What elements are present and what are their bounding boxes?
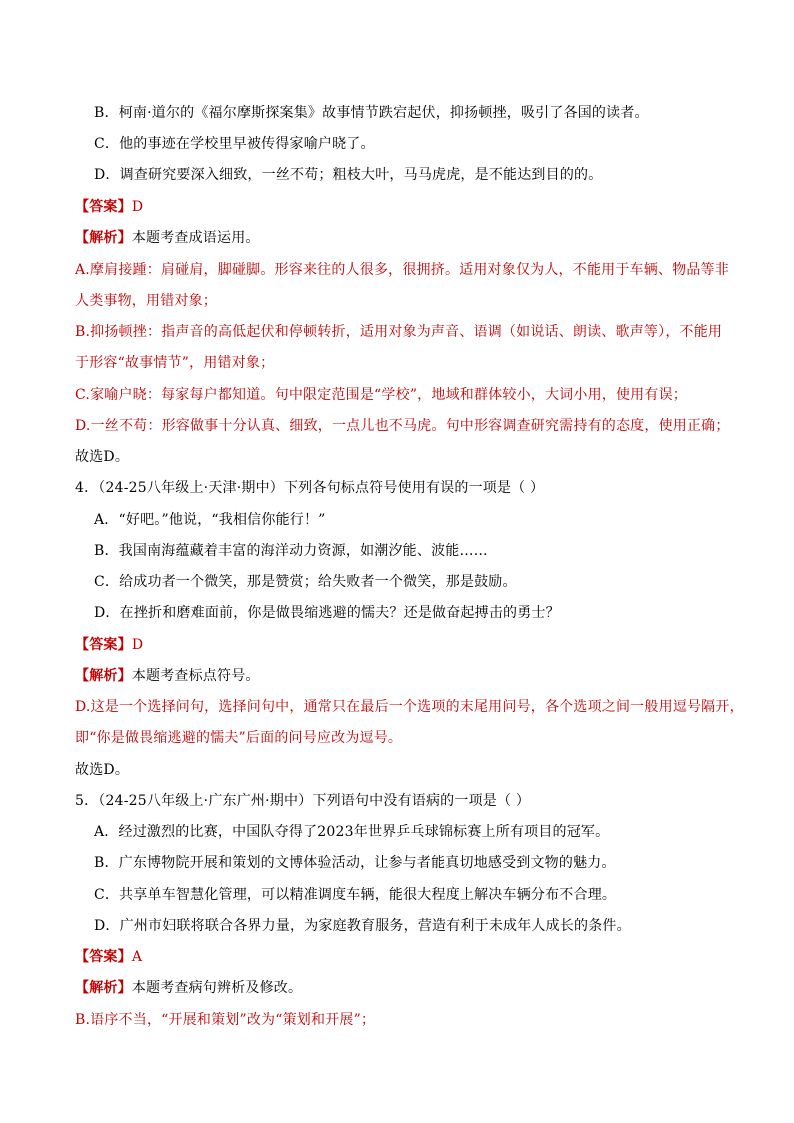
option-b: B．柯南·道尔的《福尔摩斯探案集》故事情节跌宕起伏，抑扬顿挫，吸引了各国的读者。	[94, 105, 649, 121]
analysis-intro: 本题考查标点符号。	[131, 668, 260, 684]
option-b: B．我国南海蕴藏着丰富的海洋动力资源，如潮汐能、波能……	[94, 543, 488, 559]
option-a: A．经过激烈的比赛，中国队夺得了2023年世界乒乓球锦标赛上所有项目的冠军。	[94, 824, 610, 840]
analysis-label: 【解析】	[75, 980, 132, 996]
answer-label: 【答案】	[75, 637, 132, 653]
analysis-intro: 本题考查病句辨析及修改。	[131, 980, 303, 996]
analysis-text: 即“你是做畏缩逃避的懦夫”后面的问号应改为逗号。	[75, 730, 403, 746]
analysis-text: A.摩肩接踵：肩碰肩，脚碰脚。形容来往的人很多，很拥挤。适用对象仅为人，不能用于车辆、物品等非	[75, 262, 729, 278]
analysis-line	[75, 979, 302, 997]
analysis-label: 【解析】	[75, 668, 132, 684]
analysis-line	[75, 229, 260, 247]
conclusion: 故选D。	[75, 762, 130, 778]
analysis-text: C.家喻户晓：每家每户都知道。句中限定范围是“学校”，地域和群体较小，大词小用，使用有误；	[75, 387, 687, 403]
analysis-text: 于形容“故事情节”，用错对象；	[75, 355, 275, 371]
answer-line	[75, 636, 143, 654]
answer-value: D	[131, 637, 144, 653]
answer-line	[75, 948, 142, 966]
conclusion: 故选D。	[75, 449, 130, 465]
answer-label: 【答案】	[75, 199, 132, 215]
analysis-label: 【解析】	[75, 230, 132, 246]
option-d: D．广州市妇联将联合各界力量，为家庭教育服务，营造有利于未成年人成长的条件。	[94, 918, 631, 934]
question-stem: 5．（24-25八年级上·广东广州·期中）下列语句中没有语病的一项是（ ）	[75, 793, 531, 809]
answer-value: A	[131, 949, 143, 965]
option-c: C．共享单车智慧化管理，可以精准调度车辆，能很大程度上解决车辆分布不合理。	[94, 887, 617, 903]
analysis-text: D.这是一个选择问句，选择问句中，通常只在最后一个选项的末尾用问号，各个选项之间一般用逗号隔开，	[75, 699, 744, 715]
option-a: A．“好吧。”他说，“我相信你能行！”	[94, 512, 326, 528]
answer-line	[75, 198, 143, 216]
option-c: C．他的事迹在学校里早被传得家喻户晓了。	[94, 136, 375, 152]
answer-value: D	[131, 199, 144, 215]
question-stem: 4．（24-25八年级上·天津·期中）下列各句标点符号使用有误的一项是（ ）	[75, 480, 545, 496]
analysis-line	[75, 667, 260, 685]
analysis-text: B.抑扬顿挫：指声音的高低起伏和停顿转折，适用对象为声音、语调（如说话、朗读、歌声等），不能用	[75, 324, 723, 340]
option-c: C．给成功者一个微笑，那是赞赏；给失败者一个微笑，那是鼓励。	[94, 574, 517, 590]
option-b: B．广东博物院开展和策划的文博体验活动，让参与者能真切地感受到文物的魅力。	[94, 855, 616, 871]
option-d: D．在挫折和磨难面前，你是做畏缩逃避的懦夫？还是做奋起搏击的勇士？	[94, 605, 560, 621]
analysis-text: 人类事物，用错对象；	[75, 293, 217, 309]
analysis-intro: 本题考查成语运用。	[131, 230, 260, 246]
analysis-text: B.语序不当，“开展和策划”改为“策划和开展”；	[75, 1012, 376, 1028]
analysis-text: D.一丝不苟：形容做事十分认真、细致，一点儿也不马虎。句中形容调查研究需持有的态度，使用正确；	[75, 418, 730, 434]
answer-label: 【答案】	[75, 949, 132, 965]
option-d: D．调查研究要深入细致，一丝不苟；粗枝大叶，马马虎虎，是不能达到目的的。	[94, 167, 603, 183]
